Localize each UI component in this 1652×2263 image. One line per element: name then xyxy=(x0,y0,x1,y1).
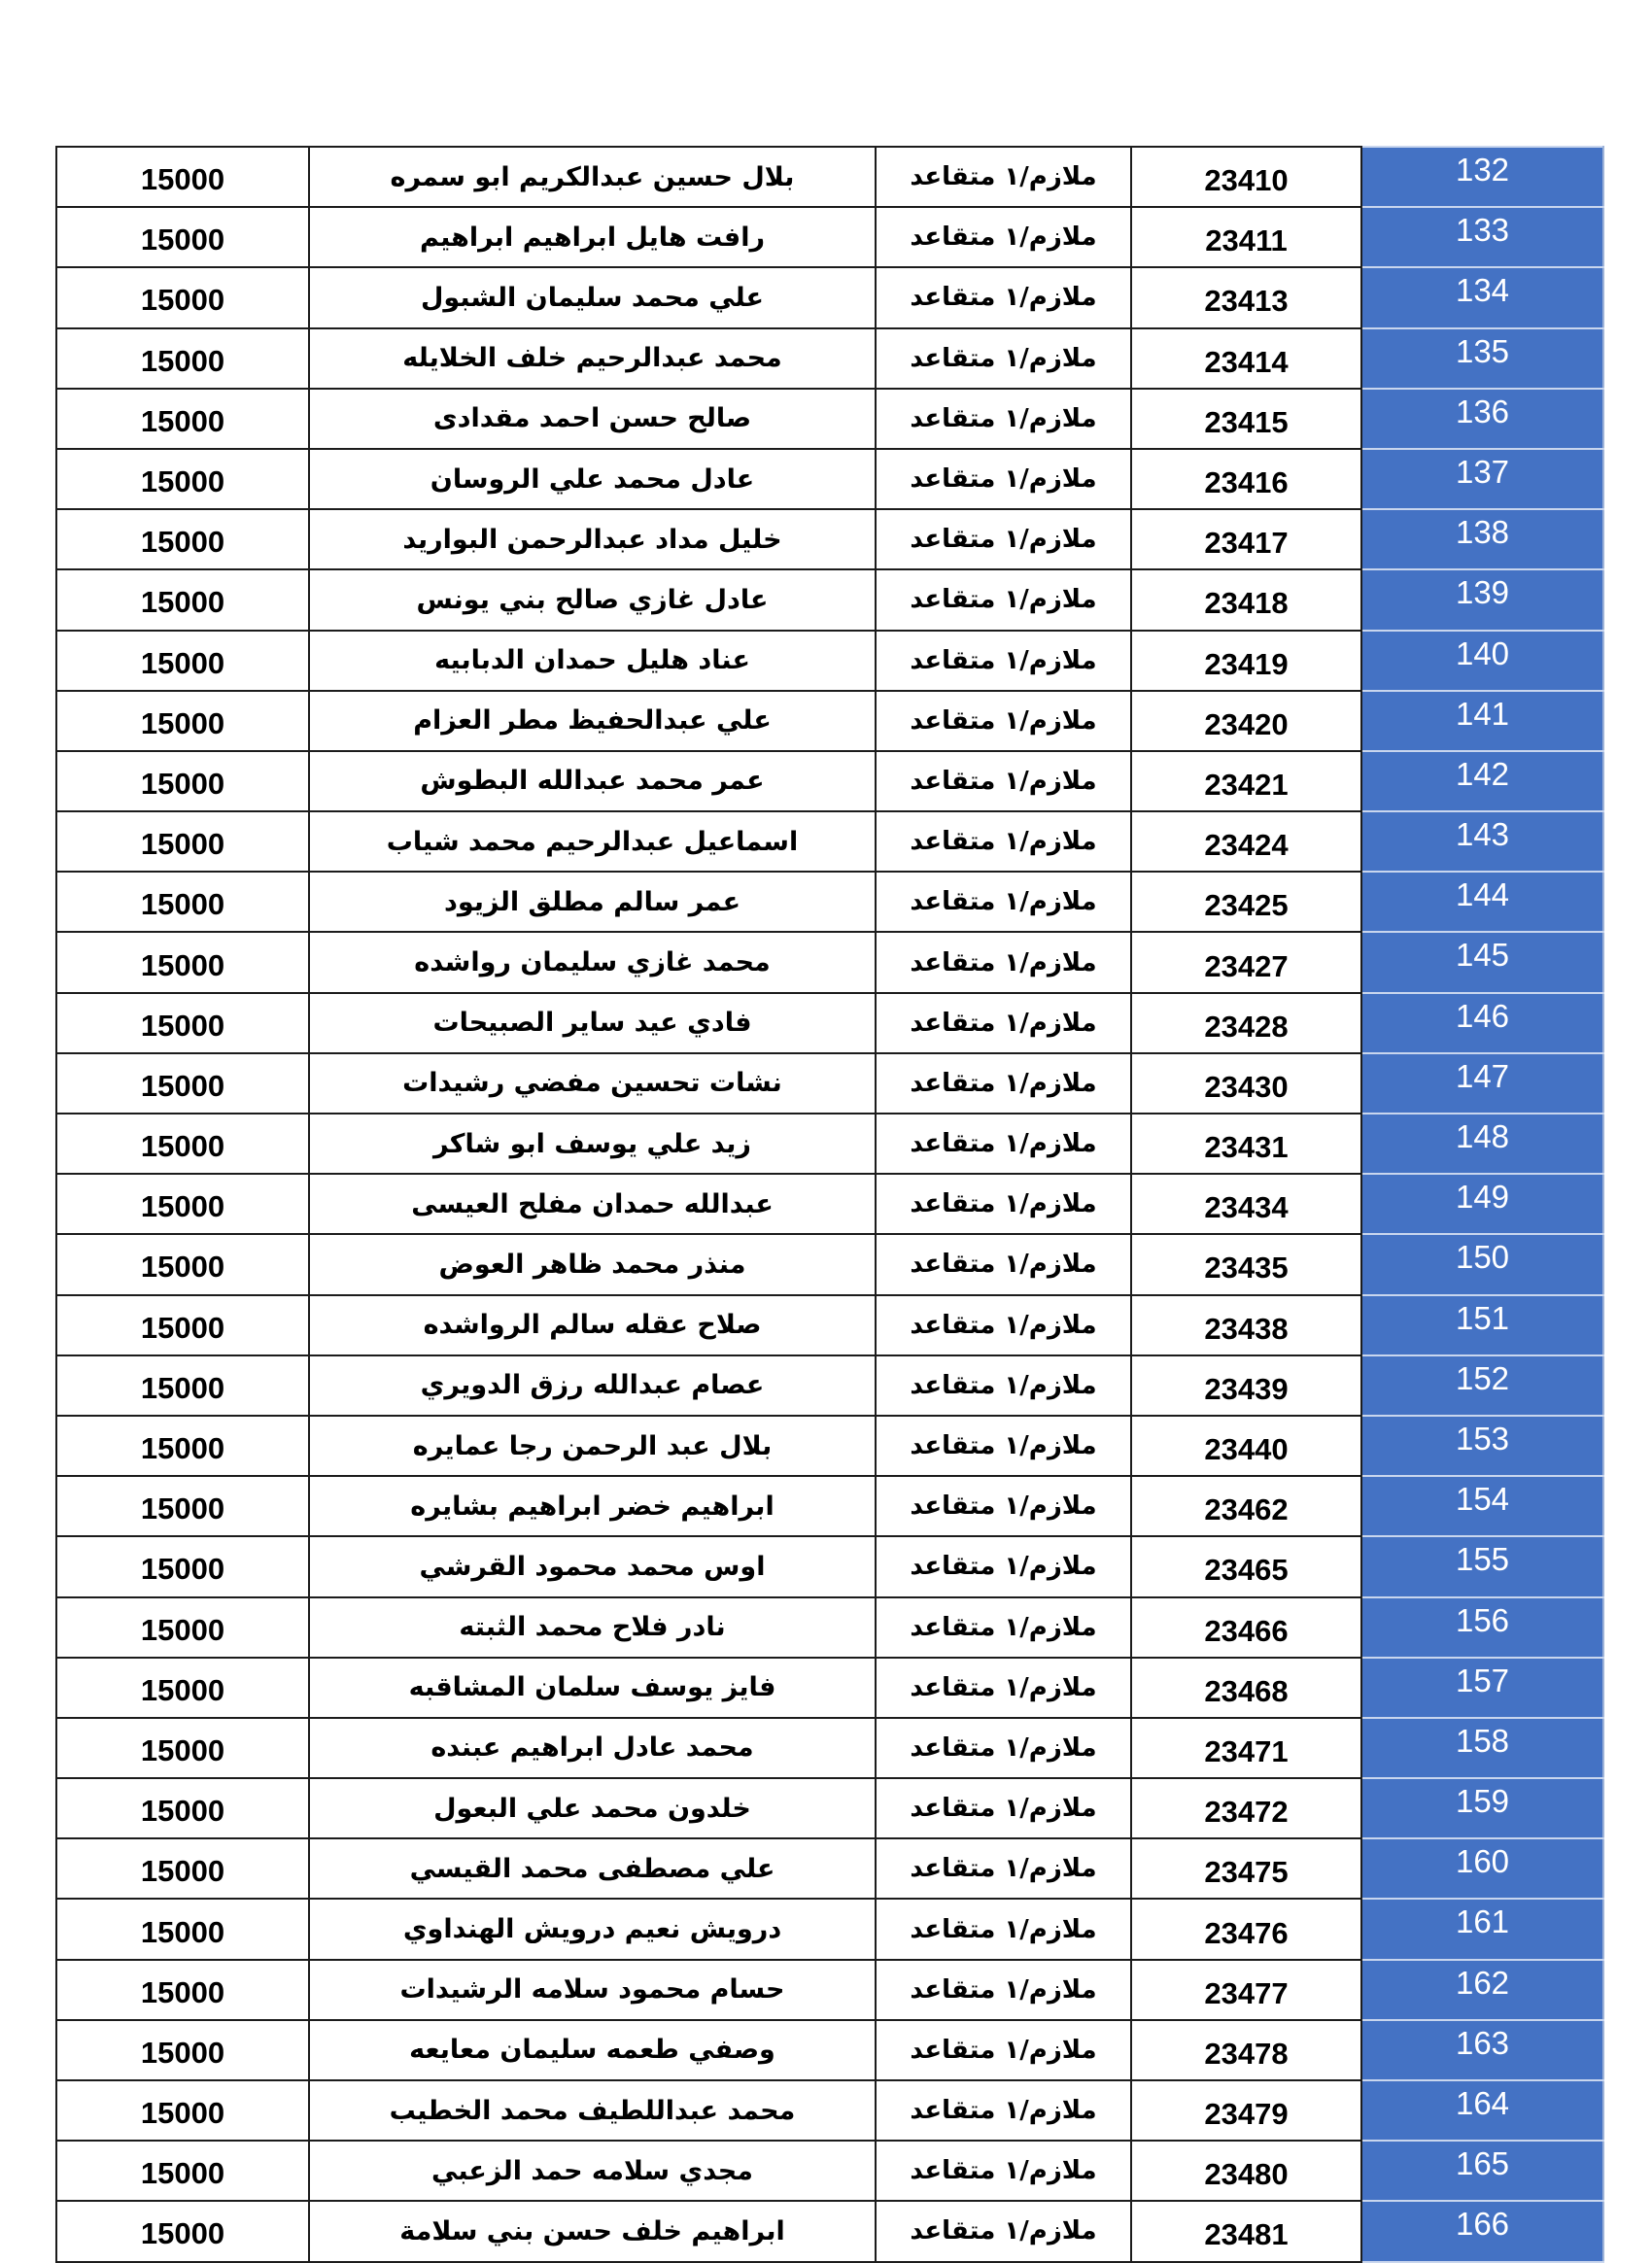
sequence-number-cell: 137 xyxy=(1361,449,1603,509)
amount-cell: 15000 xyxy=(56,2020,309,2080)
sequence-number-cell: 152 xyxy=(1361,1355,1603,1416)
amount-cell: 15000 xyxy=(56,1416,309,1476)
amount-cell: 15000 xyxy=(56,2201,309,2261)
full-name-cell: ابراهيم خلف حسن بني سلامة xyxy=(309,2201,876,2261)
amount-cell: 15000 xyxy=(56,872,309,932)
military-number-cell: 23418 xyxy=(1131,569,1361,630)
table-row xyxy=(56,509,1603,569)
full-name-cell: اوس محمد محمود القرشي xyxy=(309,1536,876,1596)
amount-cell: 15000 xyxy=(56,751,309,811)
rank-cell: ملازم/١ متقاعد xyxy=(876,751,1131,811)
full-name-cell: صلاح عقله سالم الرواشده xyxy=(309,1295,876,1355)
rank-cell: ملازم/١ متقاعد xyxy=(876,1053,1131,1114)
sequence-number-cell: 155 xyxy=(1361,1536,1603,1596)
amount-cell: 15000 xyxy=(56,2141,309,2201)
amount-cell: 15000 xyxy=(56,1960,309,2020)
sequence-number-cell: 149 xyxy=(1361,1174,1603,1234)
military-number-cell: 23462 xyxy=(1131,1476,1361,1536)
full-name-cell: علي مصطفى محمد القيسي xyxy=(309,1838,876,1899)
table-row xyxy=(56,751,1603,811)
amount-cell: 15000 xyxy=(56,811,309,872)
military-number-cell: 23414 xyxy=(1131,328,1361,389)
full-name-cell: درويش نعيم درويش الهنداوي xyxy=(309,1899,876,1959)
rank-cell: ملازم/١ متقاعد xyxy=(876,1355,1131,1416)
sequence-number-cell: 134 xyxy=(1361,267,1603,327)
full-name-cell: صالح حسن احمد مقدادى xyxy=(309,389,876,449)
table-row xyxy=(56,207,1603,267)
full-name-cell: عمر سالم مطلق الزيود xyxy=(309,872,876,932)
military-number-cell: 23413 xyxy=(1131,267,1361,327)
table-row xyxy=(56,1838,1603,1899)
full-name-cell: محمد عبدالرحيم خلف الخلايله xyxy=(309,328,876,389)
military-number-cell: 23481 xyxy=(1131,2201,1361,2261)
table-row xyxy=(56,1295,1603,1355)
table-row xyxy=(56,811,1603,872)
full-name-cell: وصفي طعمه سليمان معايعه xyxy=(309,2020,876,2080)
rank-cell: ملازم/١ متقاعد xyxy=(876,1295,1131,1355)
amount-cell: 15000 xyxy=(56,1295,309,1355)
amount-cell: 15000 xyxy=(56,1718,309,1778)
roster-sheet xyxy=(55,146,1602,2263)
rank-cell: ملازم/١ متقاعد xyxy=(876,993,1131,1053)
sequence-number-cell: 158 xyxy=(1361,1718,1603,1778)
amount-cell: 15000 xyxy=(56,1114,309,1174)
table-row xyxy=(56,389,1603,449)
amount-cell: 15000 xyxy=(56,1053,309,1114)
rank-cell: ملازم/١ متقاعد xyxy=(876,1536,1131,1596)
sequence-number-cell: 146 xyxy=(1361,993,1603,1053)
sequence-number-cell: 138 xyxy=(1361,509,1603,569)
table-row xyxy=(56,1114,1603,1174)
amount-cell: 15000 xyxy=(56,1476,309,1536)
amount-cell: 15000 xyxy=(56,147,309,207)
rank-cell: ملازم/١ متقاعد xyxy=(876,1597,1131,1658)
rank-cell: ملازم/١ متقاعد xyxy=(876,631,1131,691)
rank-cell: ملازم/١ متقاعد xyxy=(876,1718,1131,1778)
full-name-cell: بلال حسين عبدالكريم ابو سمره xyxy=(309,147,876,207)
military-number-cell: 23475 xyxy=(1131,1838,1361,1899)
rank-cell: ملازم/١ متقاعد xyxy=(876,1174,1131,1234)
table-row xyxy=(56,1053,1603,1114)
sequence-number-cell: 141 xyxy=(1361,691,1603,751)
table-row xyxy=(56,1355,1603,1416)
amount-cell: 15000 xyxy=(56,1658,309,1718)
military-number-cell: 23476 xyxy=(1131,1899,1361,1959)
rank-cell: ملازم/١ متقاعد xyxy=(876,2080,1131,2141)
rank-cell: ملازم/١ متقاعد xyxy=(876,509,1131,569)
full-name-cell: علي محمد سليمان الشبول xyxy=(309,267,876,327)
amount-cell: 15000 xyxy=(56,1778,309,1838)
sequence-number-cell: 132 xyxy=(1361,147,1603,207)
table-row xyxy=(56,691,1603,751)
rank-cell: ملازم/١ متقاعد xyxy=(876,1234,1131,1294)
full-name-cell: عادل غازي صالح بني يونس xyxy=(309,569,876,630)
table-row xyxy=(56,449,1603,509)
table-row xyxy=(56,993,1603,1053)
sequence-number-cell: 135 xyxy=(1361,328,1603,389)
full-name-cell: علي عبدالحفيظ مطر العزام xyxy=(309,691,876,751)
rank-cell: ملازم/١ متقاعد xyxy=(876,1899,1131,1959)
table-row xyxy=(56,1960,1603,2020)
full-name-cell: زيد علي يوسف ابو شاكر xyxy=(309,1114,876,1174)
sequence-number-cell: 136 xyxy=(1361,389,1603,449)
full-name-cell: فادي عيد ساير الصبيحات xyxy=(309,993,876,1053)
full-name-cell: عصام عبدالله رزق الدويري xyxy=(309,1355,876,1416)
rank-cell: ملازم/١ متقاعد xyxy=(876,2141,1131,2201)
rank-cell: ملازم/١ متقاعد xyxy=(876,1960,1131,2020)
rank-cell: ملازم/١ متقاعد xyxy=(876,147,1131,207)
full-name-cell: خلدون محمد علي البعول xyxy=(309,1778,876,1838)
table-row xyxy=(56,1597,1603,1658)
table-row xyxy=(56,1718,1603,1778)
rank-cell: ملازم/١ متقاعد xyxy=(876,1416,1131,1476)
rank-cell: ملازم/١ متقاعد xyxy=(876,872,1131,932)
sequence-number-cell: 157 xyxy=(1361,1658,1603,1718)
military-number-cell: 23479 xyxy=(1131,2080,1361,2141)
military-number-cell: 23434 xyxy=(1131,1174,1361,1234)
sequence-number-cell: 142 xyxy=(1361,751,1603,811)
amount-cell: 15000 xyxy=(56,691,309,751)
amount-cell: 15000 xyxy=(56,993,309,1053)
sequence-number-cell: 133 xyxy=(1361,207,1603,267)
rank-cell: ملازم/١ متقاعد xyxy=(876,1838,1131,1899)
full-name-cell: عادل محمد علي الروسان xyxy=(309,449,876,509)
full-name-cell: عناد هليل حمدان الدبابيه xyxy=(309,631,876,691)
sequence-number-cell: 147 xyxy=(1361,1053,1603,1114)
amount-cell: 15000 xyxy=(56,328,309,389)
full-name-cell: نشات تحسين مفضي رشيدات xyxy=(309,1053,876,1114)
amount-cell: 15000 xyxy=(56,1838,309,1899)
table-row xyxy=(56,2201,1603,2261)
table-row xyxy=(56,267,1603,327)
sequence-number-cell: 150 xyxy=(1361,1234,1603,1294)
sequence-number-cell: 163 xyxy=(1361,2020,1603,2080)
rank-cell: ملازم/١ متقاعد xyxy=(876,267,1131,327)
military-number-cell: 23410 xyxy=(1131,147,1361,207)
full-name-cell: حسام محمود سلامه الرشيدات xyxy=(309,1960,876,2020)
rank-cell: ملازم/١ متقاعد xyxy=(876,569,1131,630)
rank-cell: ملازم/١ متقاعد xyxy=(876,1778,1131,1838)
sequence-number-cell: 151 xyxy=(1361,1295,1603,1355)
rank-cell: ملازم/١ متقاعد xyxy=(876,691,1131,751)
amount-cell: 15000 xyxy=(56,932,309,992)
amount-cell: 15000 xyxy=(56,1234,309,1294)
amount-cell: 15000 xyxy=(56,389,309,449)
rank-cell: ملازم/١ متقاعد xyxy=(876,1658,1131,1718)
military-number-cell: 23478 xyxy=(1131,2020,1361,2080)
table-row xyxy=(56,2141,1603,2201)
military-number-cell: 23465 xyxy=(1131,1536,1361,1596)
military-number-cell: 23427 xyxy=(1131,932,1361,992)
full-name-cell: ابراهيم خضر ابراهيم بشايره xyxy=(309,1476,876,1536)
table-row xyxy=(56,1416,1603,1476)
military-number-cell: 23430 xyxy=(1131,1053,1361,1114)
table-row xyxy=(56,1778,1603,1838)
sequence-number-cell: 154 xyxy=(1361,1476,1603,1536)
military-number-cell: 23415 xyxy=(1131,389,1361,449)
military-number-cell: 23424 xyxy=(1131,811,1361,872)
military-number-cell: 23425 xyxy=(1131,872,1361,932)
table-row xyxy=(56,1899,1603,1959)
military-number-cell: 23466 xyxy=(1131,1597,1361,1658)
military-number-cell: 23428 xyxy=(1131,993,1361,1053)
full-name-cell: رافت هايل ابراهيم ابراهيم xyxy=(309,207,876,267)
sequence-number-cell: 153 xyxy=(1361,1416,1603,1476)
sequence-number-cell: 143 xyxy=(1361,811,1603,872)
military-number-cell: 23435 xyxy=(1131,1234,1361,1294)
full-name-cell: مجدي سلامه حمد الزعبي xyxy=(309,2141,876,2201)
rank-cell: ملازم/١ متقاعد xyxy=(876,207,1131,267)
full-name-cell: خليل مداد عبدالرحمن البواريد xyxy=(309,509,876,569)
amount-cell: 15000 xyxy=(56,1899,309,1959)
military-number-cell: 23472 xyxy=(1131,1778,1361,1838)
full-name-cell: عمر محمد عبدالله البطوش xyxy=(309,751,876,811)
amount-cell: 15000 xyxy=(56,207,309,267)
full-name-cell: اسماعيل عبدالرحيم محمد شياب xyxy=(309,811,876,872)
military-number-cell: 23440 xyxy=(1131,1416,1361,1476)
amount-cell: 15000 xyxy=(56,1355,309,1416)
rank-cell: ملازم/١ متقاعد xyxy=(876,1114,1131,1174)
full-name-cell: محمد عادل ابراهيم عبنده xyxy=(309,1718,876,1778)
rank-cell: ملازم/١ متقاعد xyxy=(876,389,1131,449)
military-number-cell: 23480 xyxy=(1131,2141,1361,2201)
sequence-number-cell: 145 xyxy=(1361,932,1603,992)
amount-cell: 15000 xyxy=(56,2080,309,2141)
military-number-cell: 23411 xyxy=(1131,207,1361,267)
rank-cell: ملازم/١ متقاعد xyxy=(876,932,1131,992)
sequence-number-cell: 166 xyxy=(1361,2201,1603,2261)
amount-cell: 15000 xyxy=(56,267,309,327)
military-number-cell: 23431 xyxy=(1131,1114,1361,1174)
amount-cell: 15000 xyxy=(56,449,309,509)
table-row xyxy=(56,569,1603,630)
sequence-number-cell: 156 xyxy=(1361,1597,1603,1658)
rank-cell: ملازم/١ متقاعد xyxy=(876,328,1131,389)
full-name-cell: منذر محمد ظاهر العوض xyxy=(309,1234,876,1294)
amount-cell: 15000 xyxy=(56,1174,309,1234)
amount-cell: 15000 xyxy=(56,569,309,630)
military-number-cell: 23471 xyxy=(1131,1718,1361,1778)
table-row xyxy=(56,328,1603,389)
full-name-cell: نادر فلاح محمد الثبته xyxy=(309,1597,876,1658)
sequence-number-cell: 162 xyxy=(1361,1960,1603,2020)
rank-cell: ملازم/١ متقاعد xyxy=(876,449,1131,509)
rank-cell: ملازم/١ متقاعد xyxy=(876,1476,1131,1536)
sequence-number-cell: 148 xyxy=(1361,1114,1603,1174)
military-number-cell: 23421 xyxy=(1131,751,1361,811)
rank-cell: ملازم/١ متقاعد xyxy=(876,811,1131,872)
amount-cell: 15000 xyxy=(56,1536,309,1596)
table-row xyxy=(56,1536,1603,1596)
full-name-cell: بلال عبد الرحمن رجا عمايره xyxy=(309,1416,876,1476)
military-number-cell: 23416 xyxy=(1131,449,1361,509)
military-number-cell: 23417 xyxy=(1131,509,1361,569)
amount-cell: 15000 xyxy=(56,631,309,691)
sequence-number-cell: 165 xyxy=(1361,2141,1603,2201)
military-number-cell: 23468 xyxy=(1131,1658,1361,1718)
full-name-cell: فايز يوسف سلمان المشاقبه xyxy=(309,1658,876,1718)
table-row xyxy=(56,147,1603,207)
sequence-number-cell: 160 xyxy=(1361,1838,1603,1899)
full-name-cell: محمد غازي سليمان رواشده xyxy=(309,932,876,992)
table-row xyxy=(56,1234,1603,1294)
sequence-number-cell: 144 xyxy=(1361,872,1603,932)
table-row xyxy=(56,932,1603,992)
sequence-number-cell: 161 xyxy=(1361,1899,1603,1959)
table-row xyxy=(56,1174,1603,1234)
table-row xyxy=(56,872,1603,932)
table-row xyxy=(56,2020,1603,2080)
amount-cell: 15000 xyxy=(56,509,309,569)
table-row xyxy=(56,1658,1603,1718)
full-name-cell: عبدالله حمدان مفلح العيسى xyxy=(309,1174,876,1234)
table-row xyxy=(56,1476,1603,1536)
table-row xyxy=(56,631,1603,691)
sequence-number-cell: 139 xyxy=(1361,569,1603,630)
military-number-cell: 23477 xyxy=(1131,1960,1361,2020)
amount-cell: 15000 xyxy=(56,1597,309,1658)
table-row xyxy=(56,2080,1603,2141)
military-number-cell: 23419 xyxy=(1131,631,1361,691)
sequence-number-cell: 164 xyxy=(1361,2080,1603,2141)
roster-table-body xyxy=(56,147,1603,2262)
military-number-cell: 23439 xyxy=(1131,1355,1361,1416)
military-number-cell: 23438 xyxy=(1131,1295,1361,1355)
rank-cell: ملازم/١ متقاعد xyxy=(876,2020,1131,2080)
sequence-number-cell: 159 xyxy=(1361,1778,1603,1838)
roster-table xyxy=(55,146,1604,2263)
sequence-number-cell: 140 xyxy=(1361,631,1603,691)
full-name-cell: محمد عبداللطيف محمد الخطيب xyxy=(309,2080,876,2141)
military-number-cell: 23420 xyxy=(1131,691,1361,751)
rank-cell: ملازم/١ متقاعد xyxy=(876,2201,1131,2261)
